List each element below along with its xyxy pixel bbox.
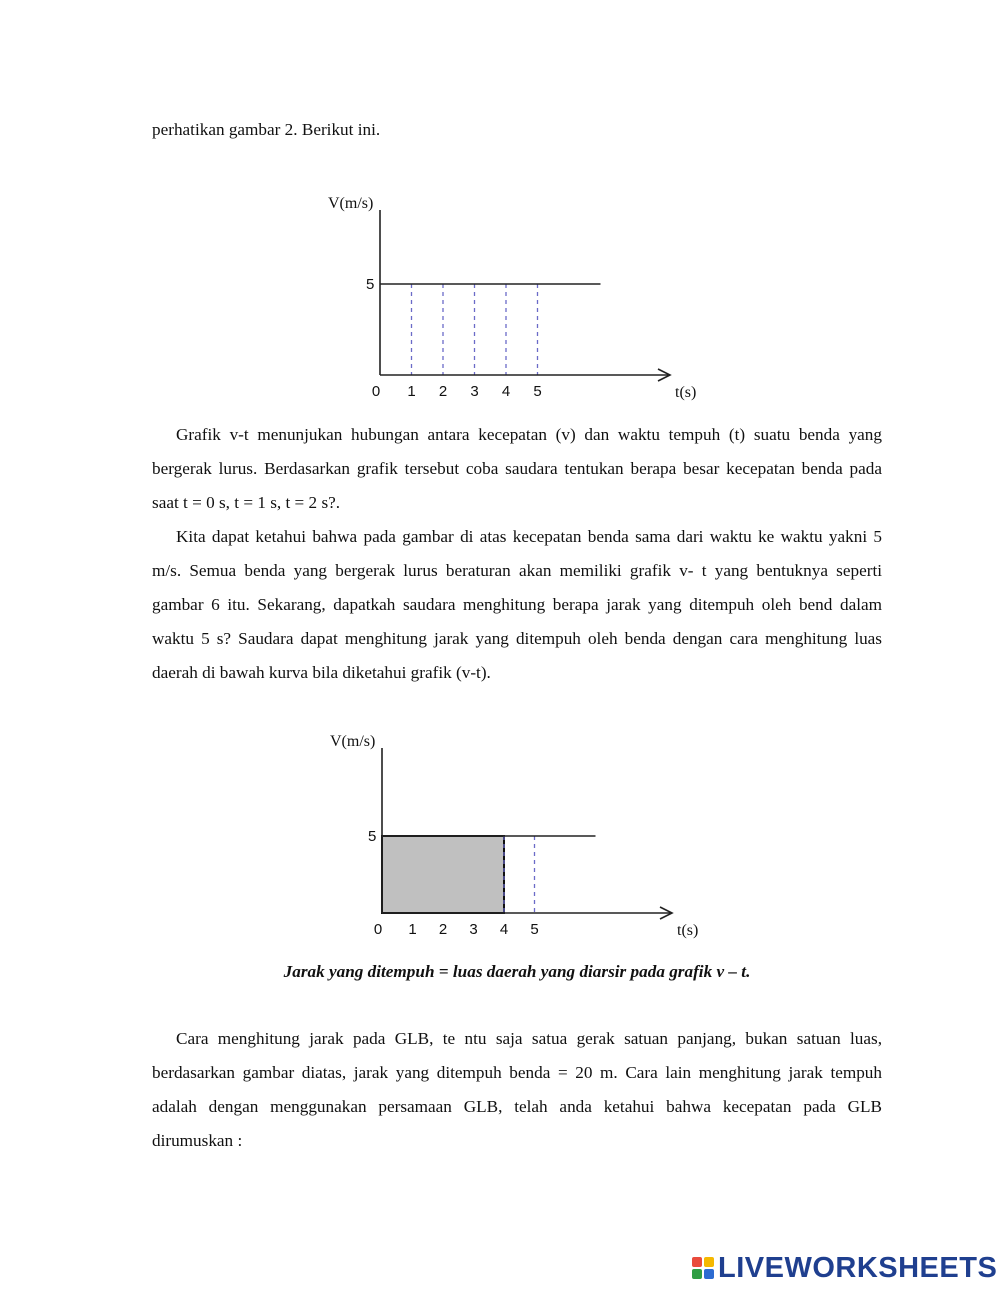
x-tick-label: 2 [438,383,448,400]
logo-square-blue [704,1269,714,1279]
x-tick-label: 1 [407,383,416,400]
logo-square-yellow [704,1257,714,1267]
y-tick-label: 5 [366,276,375,293]
x-tick-label: 0 [371,383,381,400]
vt-chart-1 [0,190,1000,410]
x-tick-label: 5 [530,921,539,938]
logo-square-red [692,1257,702,1267]
x-tick-label: 0 [373,921,383,938]
x-tick-label: 4 [501,383,511,400]
figure-caption: Jarak yang ditempuh = luas daerah yang diarsir pada grafik v – t. [283,962,751,981]
x-tick-label: 3 [470,383,479,400]
x-tick-label: 2 [438,921,448,938]
x-tick-label: 4 [499,921,509,938]
paragraph-1: Grafik v-t menunjukan hubungan antara kecepatan (v) dan waktu tempuh (t) suatu benda yang bergerak lurus. Berdasarkan grafik tersebut coba saudara tentukan berapa besar kecepatan benda pada saat t = 0 s, t = 1 s, t = 2 s?. [152,425,882,512]
x-axis-label: t(s) [675,384,697,401]
logo-text: LIVEWORKSHEETS [718,1251,998,1284]
x-tick-label: 3 [469,921,478,938]
paragraph-2: Kita dapat ketahui bahwa pada gambar di atas kecepatan benda sama dari waktu ke waktu yakni 5 m/s. Semua benda yang bergerak lurus beraturan akan memiliki grafik v- t yang bentuknya seperti gambar 6 itu. Sekarang, dapatkah saudara menghitung berapa jarak yang ditempuh oleh bend dalam waktu 5 s? Saudara dapat menghitung jarak yang ditempuh oleh benda dengan cara menghitung luas daerah di bawah kurva bila diketahui grafik (v-t). [152,527,882,682]
y-tick-label: 5 [368,828,377,845]
y-axis-label: V(m/s) [328,195,374,212]
liveworksheets-logo [692,1250,997,1286]
y-axis-label: V(m/s) [330,733,376,750]
x-tick-label: 5 [533,383,542,400]
x-axis-label: t(s) [677,922,699,939]
x-tick-label: 1 [408,921,417,938]
logo-mark-icon [692,1257,714,1279]
vt-chart-2-shaded [0,728,1000,948]
logo-square-green [692,1269,702,1279]
paragraph-3: Cara menghitung jarak pada GLB, te ntu saja satua gerak satuan panjang, bukan satuan luas, berdasarkan gambar diatas, jarak yang ditempuh benda = 20 m. Cara lain menghitung jarak tempuh adalah dengan menggunakan persamaan GLB, telah anda ketahui bahwa kecepatan pada GLB dirumuskan : [152,1029,882,1150]
intro-text: perhatikan gambar 2. Berikut ini. [152,120,381,139]
shaded-area [382,836,504,913]
